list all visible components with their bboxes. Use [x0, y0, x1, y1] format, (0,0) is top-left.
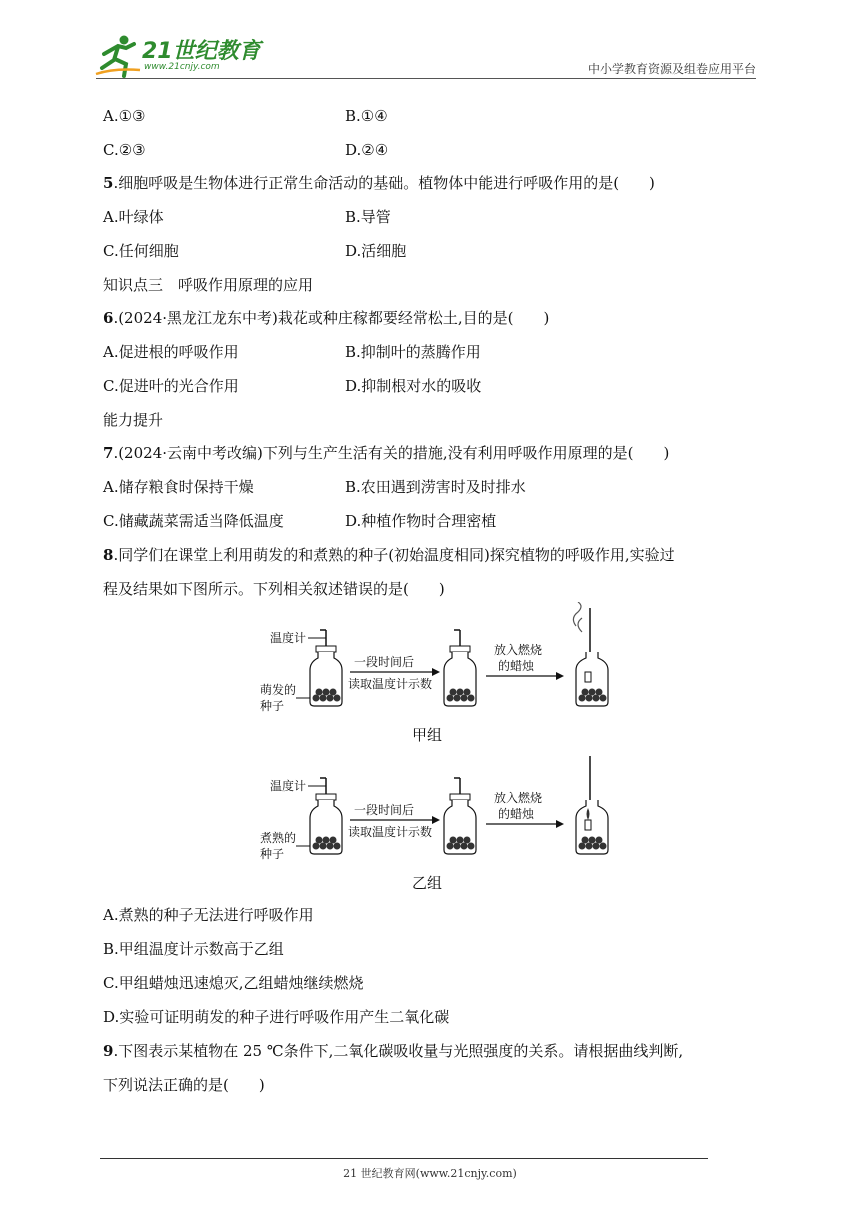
seed-label-line2: 种子	[260, 847, 285, 861]
q9-text: .下图表示某植物在 25 ℃条件下,二氧化碳吸收量与光照强度的关系。请根据曲线判断,	[113, 1042, 684, 1060]
q8-option-a: A.煮熟的种子无法进行呼吸作用	[103, 906, 314, 924]
bottle-3-burning-candle	[576, 756, 608, 854]
logo-text: 21世纪教育	[142, 39, 261, 64]
q6-option-a: A.促进根的呼吸作用	[103, 343, 239, 361]
thermometer-label: 温度计	[270, 631, 307, 645]
step1-label-top: 一段时间后	[354, 655, 415, 669]
q4-option-b: B.①④	[345, 107, 388, 125]
q7-option-c: C.储藏蔬菜需适当降低温度	[103, 512, 284, 530]
step1-label-top: 一段时间后	[354, 803, 415, 817]
q8-option-d: D.实验可证明萌发的种子进行呼吸作用产生二氧化碳	[103, 1008, 450, 1026]
bottle-1	[310, 630, 342, 706]
step1-label-bottom: 读取温度计示数	[348, 677, 433, 691]
step1-label-bottom: 读取温度计示数	[348, 825, 433, 839]
q6-option-b: B.抑制叶的蒸腾作用	[345, 343, 481, 361]
q5-number: 5	[103, 174, 114, 192]
q8-stem-line2: 程及结果如下图所示。下列相关叙述错误的是( )	[103, 580, 445, 598]
footer-text: 21 世纪教育网(www.21cnjy.com)	[343, 1167, 517, 1180]
bottle-2	[444, 630, 476, 706]
q4-option-c: C.②③	[103, 141, 146, 159]
step2-label-bottom: 的蜡烛	[498, 659, 535, 673]
q7-number: 7	[103, 444, 114, 462]
section-heading: 知识点三 呼吸作用原理的应用	[103, 276, 314, 294]
bottle-3-extinguished-candle	[573, 602, 608, 706]
q7-option-b: B.农田遇到涝害时及时排水	[345, 478, 526, 496]
section-heading-ability: 能力提升	[103, 411, 164, 429]
page-header	[0, 0, 860, 80]
platform-name: 中小学教育资源及组卷应用平台	[587, 62, 756, 76]
q9-number: 9	[103, 1042, 114, 1060]
logo-url: www.21cnjy.com	[144, 62, 220, 72]
step2-label-top: 放入燃烧	[494, 791, 543, 805]
q5-text: .细胞呼吸是生物体进行正常生命活动的基础。植物体中能进行呼吸作用的是( )	[113, 174, 655, 192]
step2-label-bottom: 的蜡烛	[498, 807, 535, 821]
q6-text: .(2024·黑龙江龙东中考)栽花或种庄稼都要经常松土,目的是( )	[113, 309, 550, 327]
bottle-1	[310, 778, 342, 854]
thermometer-label: 温度计	[270, 779, 307, 793]
logo	[94, 34, 264, 78]
q7-text: .(2024·云南中考改编)下列与生产生活有关的措施,没有利用呼吸作用原理的是( )	[113, 444, 670, 462]
q8-option-c: C.甲组蜡烛迅速熄灭,乙组蜡烛继续燃烧	[103, 974, 364, 992]
seed-label-line1: 煮熟的	[260, 831, 297, 845]
figure-caption-group-b: 乙组	[412, 874, 443, 892]
q8-text: .同学们在课堂上利用萌发的和煮熟的种子(初始温度相同)探究植物的呼吸作用,实验过	[113, 546, 675, 564]
experiment-figure-group-b	[260, 750, 610, 868]
q7-option-d: D.种植作物时合理密植	[345, 512, 497, 530]
seed-label-line2: 种子	[260, 699, 285, 713]
q5-option-a: A.叶绿体	[103, 208, 164, 226]
q5-option-c: C.任何细胞	[103, 242, 179, 260]
q7-stem	[103, 443, 669, 463]
q6-stem	[103, 308, 549, 328]
q5-option-d: D.活细胞	[345, 242, 407, 260]
q5-option-b: B.导管	[345, 208, 391, 226]
header-divider	[96, 78, 756, 79]
q9-stem-line2: 下列说法正确的是( )	[103, 1076, 265, 1094]
q4-option-d: D.②④	[345, 141, 389, 159]
q8-number: 8	[103, 546, 114, 564]
experiment-figure-group-a	[260, 602, 610, 720]
q5-stem	[103, 173, 655, 193]
bottle-2	[444, 778, 476, 854]
q4-option-a: A.①③	[103, 107, 146, 125]
q6-option-c: C.促进叶的光合作用	[103, 377, 239, 395]
runner-logo-icon	[94, 34, 144, 78]
footer-divider	[100, 1158, 708, 1159]
q6-number: 6	[103, 309, 114, 327]
q6-option-d: D.抑制根对水的吸收	[345, 377, 482, 395]
q7-option-a: A.储存粮食时保持干燥	[103, 478, 254, 496]
seed-label-line1: 萌发的	[260, 683, 297, 697]
q8-stem-line1	[103, 545, 675, 565]
q8-option-b: B.甲组温度计示数高于乙组	[103, 940, 284, 958]
step2-label-top: 放入燃烧	[494, 643, 543, 657]
figure-caption-group-a: 甲组	[412, 726, 443, 744]
q9-stem-line1	[103, 1041, 683, 1061]
